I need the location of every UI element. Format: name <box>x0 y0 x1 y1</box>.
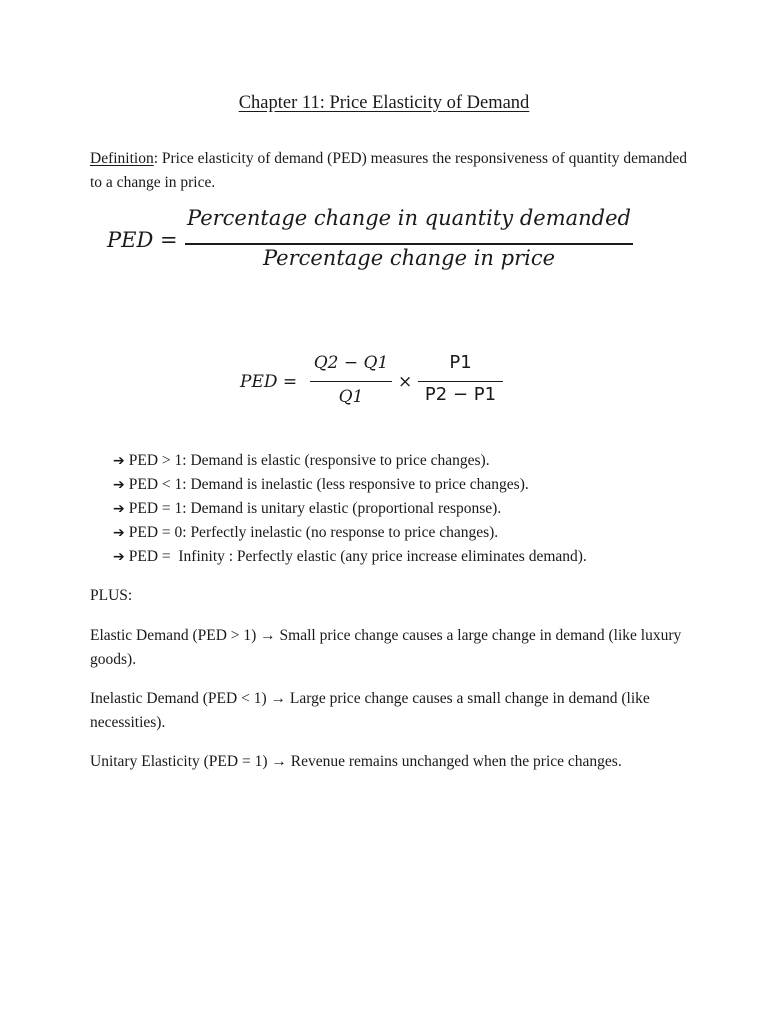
formula2-denominator2: P2 − P1 <box>424 384 497 405</box>
definition-text: : Price elasticity of demand (PED) measures the responsiveness of quantity demanded to a change in price. <box>90 150 688 191</box>
list-item: ➔ PED = 1: Demand is unitary elastic (proportional response). <box>113 500 502 517</box>
definition-label: Definition <box>90 150 154 167</box>
formula1-lhs: PED = <box>107 228 178 252</box>
ped-formula-quantities <box>240 350 520 420</box>
elastic-demand-paragraph: Elastic Demand (PED > 1) → Small price change causes a large change in demand (like luxury goods). <box>90 627 682 668</box>
formula2-numerator2: P1 <box>449 352 472 373</box>
formula1-denominator: Percentage change in price <box>262 246 556 270</box>
formula2-lhs: PED = <box>240 372 298 392</box>
page-title: Chapter 11: Price Elasticity of Demand <box>238 93 530 113</box>
arrow-right-icon: ➔ <box>113 501 125 517</box>
arrow-right-icon: ➔ <box>113 477 125 493</box>
formula1-numerator: Percentage change in quantity demanded <box>187 206 631 230</box>
arrow-right-icon: ➔ <box>113 453 125 469</box>
list-item: ➔ PED < 1: Demand is inelastic (less responsive to price changes). <box>113 476 529 493</box>
unitary-elasticity-paragraph: Unitary Elasticity (PED = 1) → Revenue remains unchanged when the price changes. <box>90 753 622 770</box>
arrow-right-icon: ➔ <box>113 549 125 565</box>
formula2-times: × <box>398 372 413 392</box>
definition-paragraph <box>90 147 690 195</box>
list-item: ➔ PED = Infinity : Perfectly elastic (any price increase eliminates demand). <box>113 548 587 565</box>
formula2-denominator1: Q1 <box>338 387 364 407</box>
formula2-fraction-bar2 <box>418 381 503 382</box>
inelastic-demand-paragraph: Inelastic Demand (PED < 1) → Large price change causes a small change in demand (like necessities). <box>90 690 650 731</box>
formula2-fraction-bar1 <box>310 381 392 382</box>
formula1-fraction-bar <box>185 243 633 245</box>
elasticity-bullet-list <box>113 449 587 569</box>
list-item: ➔ PED > 1: Demand is elastic (responsive to price changes). <box>113 452 490 469</box>
ped-formula-percentage <box>107 206 647 286</box>
formula2-numerator1: Q2 − Q1 <box>313 353 389 373</box>
list-item: ➔ PED = 0: Perfectly inelastic (no response to price changes). <box>113 524 499 541</box>
plus-label: PLUS: <box>90 587 133 604</box>
arrow-right-icon: ➔ <box>113 525 125 541</box>
